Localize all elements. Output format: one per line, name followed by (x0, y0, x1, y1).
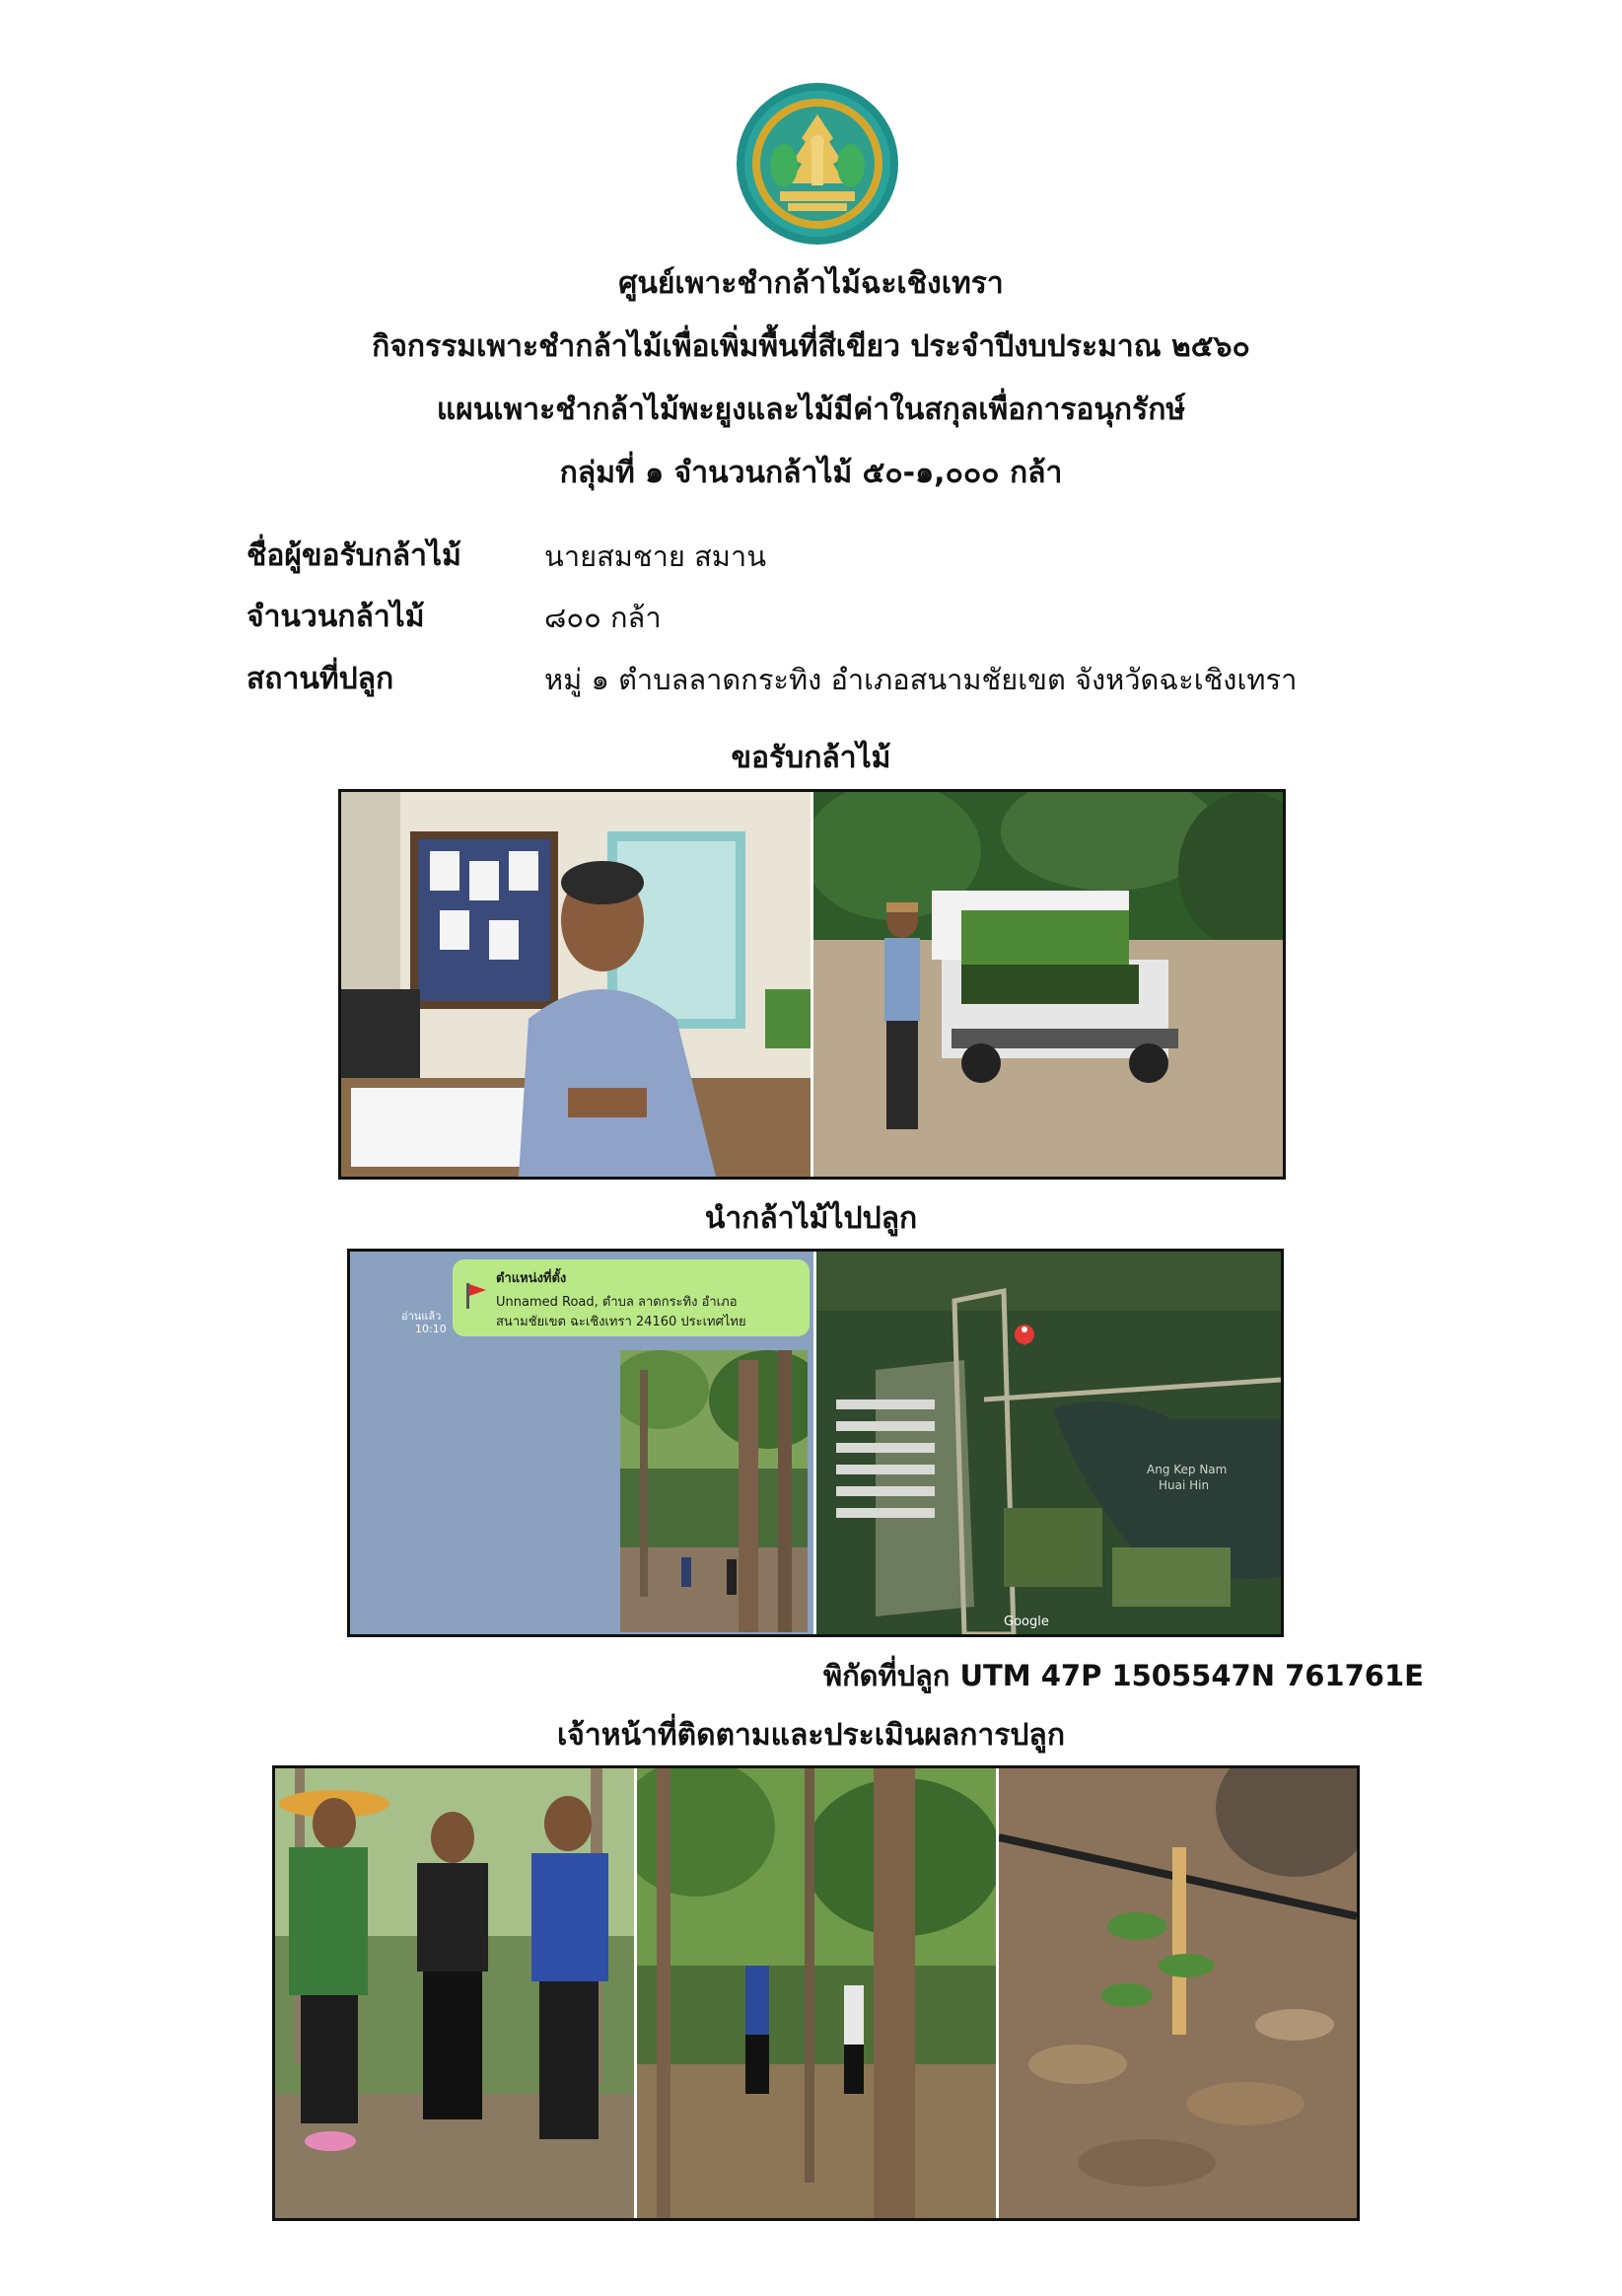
seedling-truck-photo (813, 792, 1283, 1177)
activity-title: กิจกรรมเพาะชำกล้าไม้เพื่อเพิ่มพื้นที่สีเขียว ประจำปีงบประมาณ ๒๕๖๐ (372, 329, 1250, 364)
satellite-map-image (816, 1252, 1281, 1634)
chat-bubble-title: ตำแหน่งที่ตั้ง (496, 1271, 567, 1286)
monitoring-heading: เจ้าหน้าที่ติดตามและประเมินผลการปลูก (557, 1718, 1065, 1753)
staff-group-photo (275, 1768, 634, 2218)
map-attribution: Google (1004, 1614, 1049, 1629)
requester-label: ชื่อผู้ขอรับกล้าไม้ (247, 538, 461, 573)
location-label: สถานที่ปลูก (247, 662, 394, 696)
chat-read-status: อ่านแล้ว (401, 1310, 442, 1323)
forest-inspection-photo (637, 1768, 996, 2218)
center-name-title: ศูนย์เพาะชำกล้าไม้ฉะเชิงเทรา (618, 266, 1004, 301)
forestry-seal-logo (735, 81, 900, 247)
chat-bubble-line1: Unnamed Road, ตำบล ลาดกระทิง อำเภอ (496, 1295, 738, 1310)
plan-title: แผนเพาะชำกล้าไม้พะยูงและไม้มีค่าในสกุลเพื่อการอนุกรักษ์ (436, 393, 1186, 427)
chat-time: 10:10 (415, 1323, 447, 1335)
location-value: หมู่ ๑ ตำบลลาดกระทิง อำเภอสนามชัยเขต จังหวัดฉะเชิงเทรา (544, 663, 1298, 696)
map-place-label-line2: Huai Hin (1159, 1478, 1210, 1492)
map-place-label-line1: Ang Kep Nam (1147, 1463, 1228, 1476)
requester-value: นายสมชาย สมาน (544, 539, 767, 573)
quantity-value: ๘๐๐ กล้า (544, 601, 662, 634)
chat-location-bubble (453, 1259, 810, 1336)
coordinates-text: พิกัดที่ปลูก UTM 47P 1505547N 761761E (823, 1659, 1424, 1692)
seedling-closeup-photo (999, 1768, 1357, 2218)
group-title: กลุ่มที่ ๑ จำนวนกล้าไม้ ๕๐-๑,๐๐๐ กล้า (559, 456, 1063, 490)
office-signing-photo (341, 792, 811, 1177)
location-flag-icon (462, 1281, 488, 1311)
receive-heading: ขอรับกล้าไม้ (731, 741, 891, 775)
chat-location-screenshot (350, 1252, 813, 1634)
planting-heading: นำกล้าไม้ไปปลูก (704, 1201, 918, 1236)
chat-forest-photo (620, 1350, 808, 1632)
chat-bubble-line2: สนามชัยเขต ฉะเชิงเทรา 24160 ประเทศไทย (496, 1315, 746, 1329)
quantity-label: จำนวนกล้าไม้ (247, 600, 425, 634)
